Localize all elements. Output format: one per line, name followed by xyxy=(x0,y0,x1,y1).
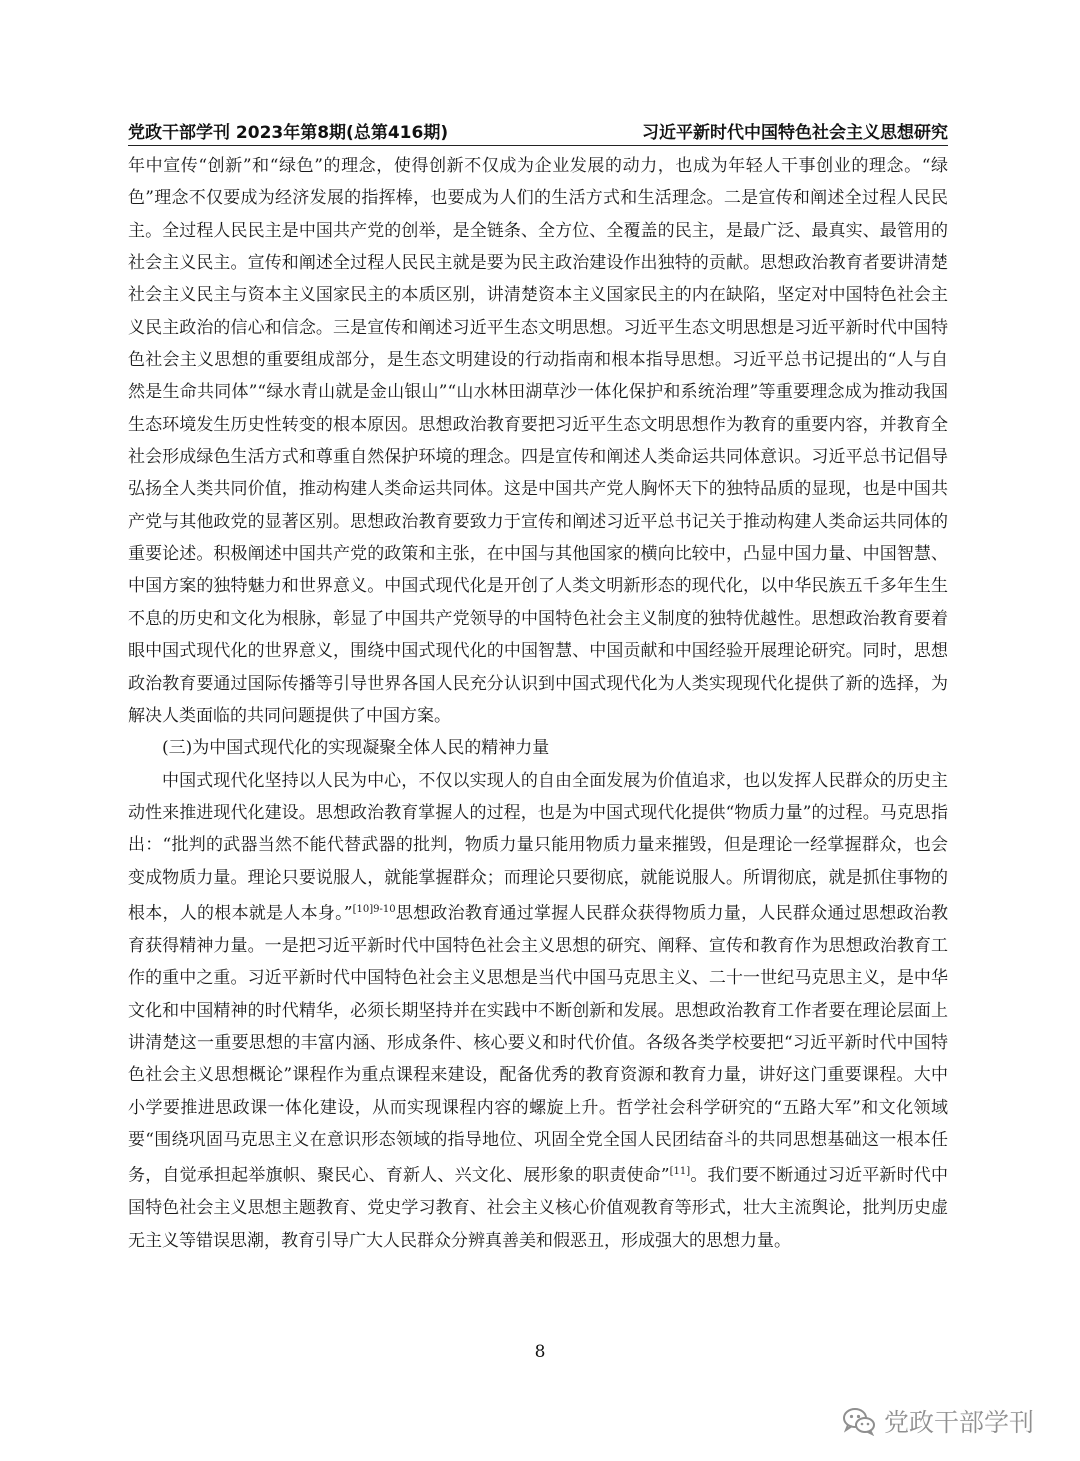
article-body xyxy=(128,150,948,1257)
running-header xyxy=(128,118,948,146)
citation-10: [10]9-10 xyxy=(352,903,396,915)
wechat-icon xyxy=(842,1406,876,1436)
citation-11: [11] xyxy=(669,1166,691,1178)
paragraph-text-part2: 思想政治教育通过掌握人民群众获得物质力量，人民群众通过思想政治教育获得精神力量。一是把习近平新时代中国特色社会主义思想的研究、阐释、宣传和教育作为思想政治教育工作的重中之重。习近平新时代中国特色社会主义思想是当代中国马克思主义、二十一世纪马克思主义，是中华文化和中国精神的时代精华，必须长期坚持并在实践中不断创新和发展。思想政治教育工作者要在理论层面上讲清楚这一重要思想的丰富内涵、形成条件、核心要义和时代价值。各级各类学校要把“习近平新时代中国特色社会主义思想概论”课程作为重点课程来建设，配备优秀的教育资源和教育力量，讲好这门重要课程。大中小学要推进思政课一体化建设，从而实现课程内容的螺旋上升。哲学社会科学研究的“五路大军”和文化领域要“围绕巩固马克思主义在意识形态领域的指导地位、巩固全党全国人民团结奋斗的共同思想基础这一根本任务，自觉承担起举旗帜、聚民心、育新人、兴文化、展形象的职责使命” xyxy=(128,903,948,1186)
paragraph-text-part3: 。我们要不断通过习近平新时代中国特色社会主义思想主题教育、党史学习教育、社会主义核心价值观教育等形式，壮大主流舆论，批判历史虚无主义等错误思潮，教育引导广大人民群众分辨真善美和假恶丑，形成强大的思想力量。 xyxy=(128,1165,948,1251)
watermark-text: 党政干部学刊 xyxy=(883,1408,1034,1437)
page-number: 8 xyxy=(534,1342,546,1362)
watermark xyxy=(842,1404,1034,1438)
paragraph-text-part1: 中国式现代化坚持以人民为中心，不仅以实现人的自由全面发展为价值追求，也以发挥人民群众的历史主动性来推进现代化建设。思想政治教育掌握人的过程，也是为中国式现代化提供“物质力量”的过程。马克思指出：“批判的武器当然不能代替武器的批判，物质力量只能用物质力量来摧毁，但是理论一经掌握群众，也会变成物质力量。理论只要说服人，就能掌握群众；而理论只要彻底，就能说服人。所谓彻底，就是抓住事物的根本，人的根本就是人本身。” xyxy=(128,770,948,924)
journal-issue: 党政干部学刊 2023年第8期(总第416期) xyxy=(128,123,449,143)
column-title: 习近平新时代中国特色社会主义思想研究 xyxy=(642,123,948,143)
paragraph-continued: 年中宣传“创新”和“绿色”的理念，使得创新不仅成为企业发展的动力，也成为年轻人干事创业的理念。“绿色”理念不仅要成为经济发展的指挥棒，也要成为人们的生活方式和生活理念。二是宣传和阐述全过程人民民主。全过程人民民主是中国共产党的创举，是全链条、全方位、全覆盖的民主，是最广泛、最真实、最管用的社会主义民主。宣传和阐述全过程人民民主就是要为民主政治建设作出独特的贡献。思想政治教育者要讲清楚社会主义民主与资本主义国家民主的本质区别，讲清楚资本主义国家民主的内在缺陷，坚定对中国特色社会主义民主政治的信心和信念。三是宣传和阐述习近平生态文明思想。习近平生态文明思想是习近平新时代中国特色社会主义思想的重要组成部分，是生态文明建设的行动指南和根本指导思想。习近平总书记提出的“人与自然是生命共同体”“绿水青山就是金山银山”“山水林田湖草沙一体化保护和系统治理”等重要理念成为推动我国生态环境发生历史性转变的根本原因。思想政治教育要把习近平生态文明思想作为教育的重要内容，并教育全社会形成绿色生活方式和尊重自然保护环境的理念。四是宣传和阐述人类命运共同体意识。习近平总书记倡导弘扬全人类共同价值，推动构建人类命运共同体。这是中国共产党人胸怀天下的独特品质的显现，也是中国共产党与其他政党的显著区别。思想政治教育要致力于宣传和阐述习近平总书记关于推动构建人类命运共同体的重要论述。积极阐述中国共产党的政策和主张，在中国与其他国家的横向比较中，凸显中国力量、中国智慧、中国方案的独特魅力和世界意义。中国式现代化是开创了人类文明新形态的现代化，以中华民族五千多年生生不息的历史和文化为根脉，彰显了中国共产党领导的中国特色社会主义制度的独特优越性。思想政治教育要着眼中国式现代化的世界意义，围绕中国式现代化的中国智慧、中国贡献和中国经验开展理论研究。同时，思想政治教育要通过国际传播等引导世界各国人民充分认识到中国式现代化为人类实现现代化提供了新的选择，为解决人类面临的共同问题提供了中国方案。 xyxy=(128,156,948,726)
paragraph-spiritual-strength xyxy=(128,765,948,1257)
header-rule xyxy=(128,145,948,146)
section-subheading: (三)为中国式现代化的实现凝聚全体人民的精神力量 xyxy=(162,738,550,759)
